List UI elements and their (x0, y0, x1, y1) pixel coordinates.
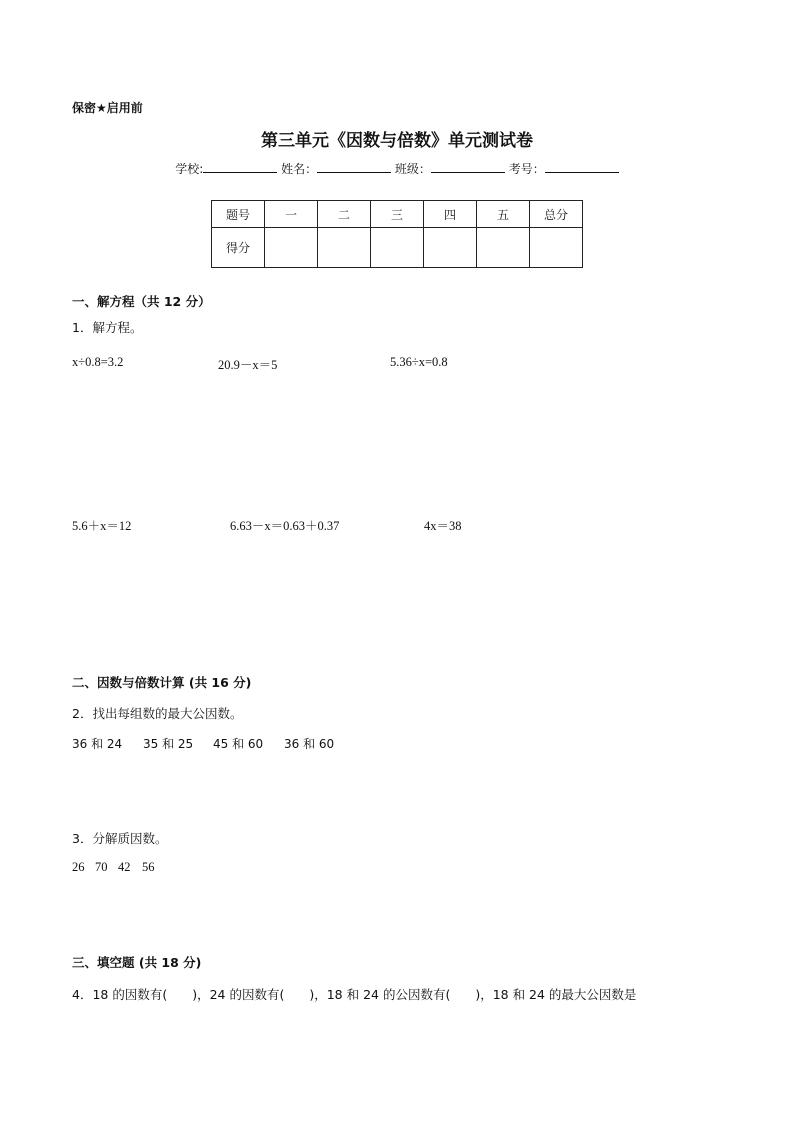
score-cell[interactable] (477, 228, 530, 268)
score-cell[interactable] (530, 228, 583, 268)
student-info-line (0, 160, 794, 177)
equation: 5.36÷x=0.8 (390, 355, 448, 369)
question-1: 1．解方程。 (72, 320, 143, 335)
number-pair: 36 和 24 (72, 737, 123, 751)
score-cell[interactable] (424, 228, 477, 268)
score-cell[interactable] (265, 228, 318, 268)
school-blank (203, 161, 277, 173)
question-3: 3．分解质因数。 (72, 831, 168, 846)
question-4: 4．18 的因数有( )，24 的因数有( )，18 和 24 的公因数有( )，18 和 24 的最大公因数是 (72, 987, 637, 1002)
equation: 5.6＋x＝12 (72, 519, 132, 533)
score-table-header: 题号 (212, 201, 265, 228)
number-item: 26 (72, 860, 85, 874)
number-pair: 36 和 60 (284, 737, 335, 751)
score-cell[interactable] (371, 228, 424, 268)
number-item: 42 (118, 860, 131, 874)
exam-number-label: 考号： (508, 162, 545, 176)
name-label: 姓名： (281, 162, 318, 176)
class-blank (431, 161, 505, 173)
equation: x÷0.8=3.2 (72, 355, 124, 369)
section-2-title: 二、因数与倍数计算 (共 16 分) (72, 675, 252, 690)
number-pair: 35 和 25 (143, 737, 194, 751)
score-table-score-row (212, 228, 583, 268)
score-table (211, 200, 583, 268)
score-table-header-row (212, 201, 583, 228)
confidential-label: 保密★启用前 (72, 101, 143, 115)
school-label: 学校: (175, 162, 204, 176)
number-item: 56 (142, 860, 155, 874)
score-table-header: 四 (424, 201, 477, 228)
exam-number-blank (545, 161, 619, 173)
page-title: 第三单元《因数与倍数》单元测试卷 (261, 131, 533, 151)
name-blank (317, 161, 391, 173)
score-row-label: 得分 (212, 228, 265, 268)
score-table-header: 总分 (530, 201, 583, 228)
equation: 4x＝38 (424, 519, 462, 533)
section-3-title: 三、填空题 (共 18 分) (72, 955, 202, 970)
score-table-header: 一 (265, 201, 318, 228)
score-table-header: 五 (477, 201, 530, 228)
section-1-title: 一、解方程（共 12 分） (72, 294, 211, 309)
score-cell[interactable] (318, 228, 371, 268)
number-item: 70 (95, 860, 108, 874)
equation: 6.63－x＝0.63＋0.37 (230, 519, 340, 533)
number-pair: 45 和 60 (213, 737, 264, 751)
score-table-header: 三 (371, 201, 424, 228)
equation: 20.9－x＝5 (218, 358, 278, 372)
question-2: 2．找出每组数的最大公因数。 (72, 706, 243, 721)
class-label: 班级： (394, 162, 431, 176)
score-table-header: 二 (318, 201, 371, 228)
